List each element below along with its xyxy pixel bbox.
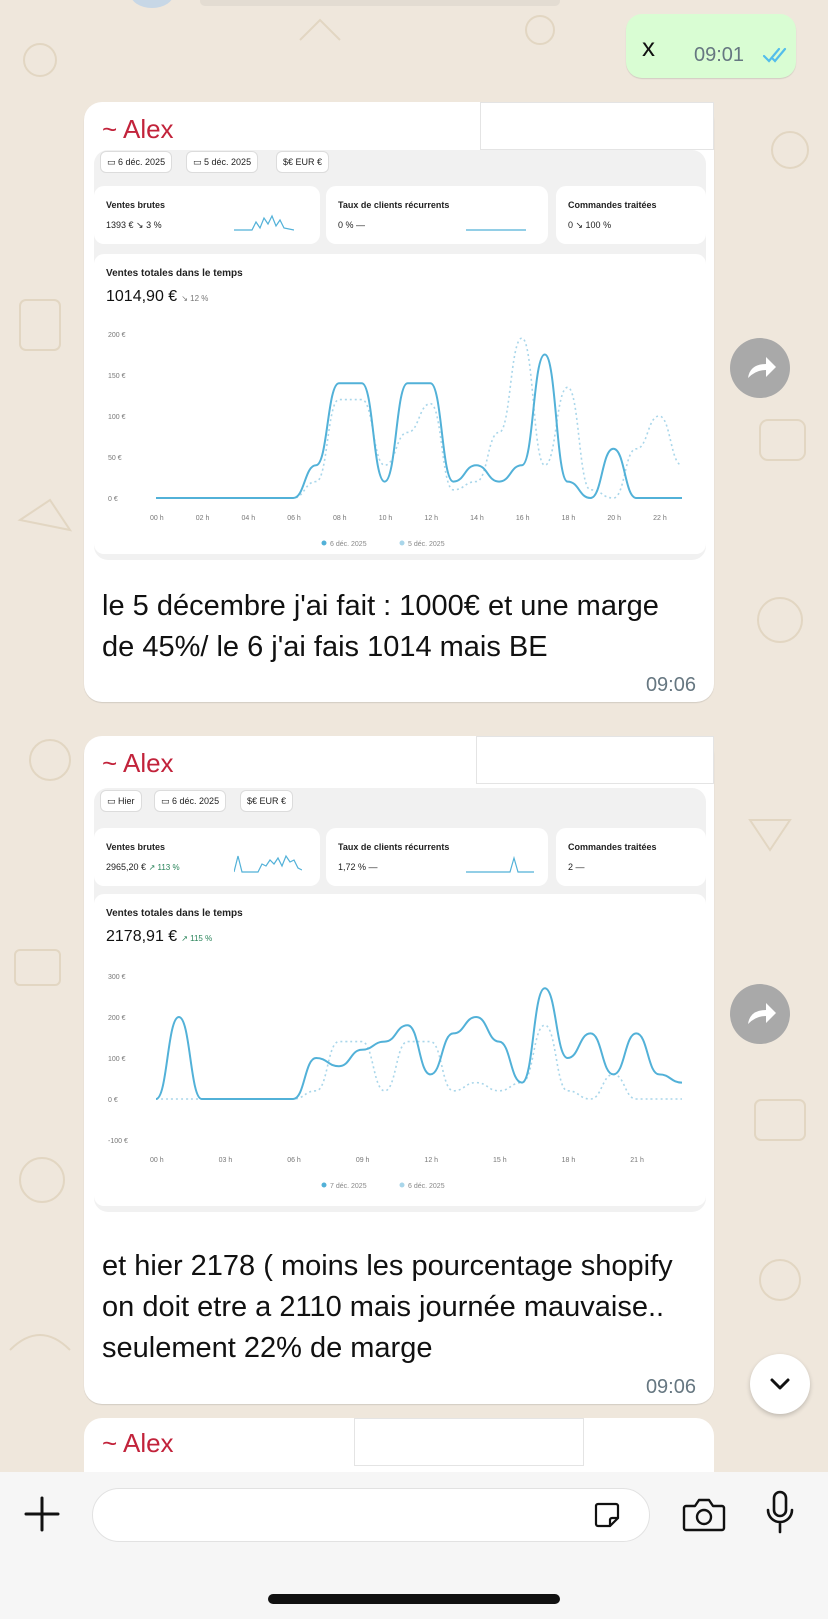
forward-icon [730,338,790,398]
scroll-to-bottom-button[interactable] [750,1354,810,1414]
chart-card [94,254,706,554]
chevron-down-icon [750,1354,810,1414]
x-tick-label: 18 h [561,1157,576,1164]
legend-marker [322,541,327,546]
compare-chip [186,151,258,173]
message-time: 09:01 [694,44,745,66]
series-line-compare [156,338,682,498]
metric-title: Taux de clients récurrents [338,200,450,210]
y-tick-label: 200 € [108,332,126,339]
x-tick-label: 14 h [470,515,484,522]
sparkline [466,210,526,234]
legend-label: 7 déc. 2025 [330,1183,367,1190]
series-line-primary [156,988,682,1099]
metric-title: Taux de clients récurrents [338,842,450,852]
metric-title: Commandes traitées [568,842,657,852]
plus-icon[interactable] [22,1494,62,1534]
double-check-icon [762,46,790,64]
x-tick-label: 15 h [493,1157,507,1164]
sender-name[interactable]: ~ Alex [102,748,174,778]
incoming-message[interactable] [84,736,714,1404]
metric-title: Ventes brutes [106,842,166,852]
x-tick-label: 04 h [241,515,256,522]
chart-total-value: 1014,90 € [106,288,178,305]
calendar-icon: ▭ [107,157,116,167]
calendar-icon: ▭ [107,796,116,806]
legend-label: 5 déc. 2025 [408,541,445,548]
chip-label: 5 déc. 2025 [204,157,252,167]
metric-value: 1,72 % — [338,862,378,872]
chip-label: 6 déc. 2025 [172,796,220,806]
metric-value: 0 % — [338,220,366,230]
metric-card [326,186,548,244]
x-tick-label: 00 h [150,1157,164,1164]
sender-name[interactable]: ~ Alex [102,114,174,144]
message-text: et hier 2178 ( moins les pourcentage shopify on doit etre a 2110 mais journée mauvaise.. seulement 22% de marge [102,1250,673,1364]
x-tick-label: 21 h [630,1157,644,1164]
y-tick-label: 300 € [108,974,126,981]
metric-value-text: 2965,20 € [106,862,147,872]
sparkline [234,850,302,876]
camera-icon[interactable] [682,1496,726,1534]
metric-card [94,186,320,244]
x-tick-label: 02 h [195,515,210,522]
series-line-primary [156,355,682,499]
x-tick-label: 00 h [150,515,164,522]
metric-value: 2 — [568,862,585,872]
chart-change: ↗ 115 % [181,934,213,943]
microphone-icon[interactable] [764,1490,796,1536]
message-input[interactable] [113,1499,593,1533]
sparkline [234,210,294,234]
x-tick-label: 22 h [653,515,667,522]
metric-card [326,828,548,886]
legend-label: 6 déc. 2025 [408,1183,445,1190]
x-tick-label: 20 h [607,515,622,522]
currency-chip [276,151,329,173]
chart-title: Ventes totales dans le temps [106,268,243,279]
x-tick-label: 06 h [287,515,301,522]
metric-title: Ventes brutes [106,200,166,210]
x-tick-label: 09 h [355,1157,370,1164]
chip-label: $€ EUR € [247,796,287,806]
legend-label: 6 déc. 2025 [330,541,367,548]
y-tick-label: 100 € [108,1056,126,1063]
y-tick-label: 0 € [108,496,118,503]
x-tick-label: 18 h [561,515,576,522]
outgoing-message[interactable] [626,14,796,78]
calendar-icon: ▭ [161,796,170,806]
incoming-message[interactable] [84,102,714,702]
metric-card [94,828,320,886]
chip-label: 6 déc. 2025 [118,157,166,167]
line-chart [94,894,706,1206]
metric-value: 0 ↘ 100 % [568,220,612,230]
line-chart [94,254,706,554]
message-time: 09:06 [645,1376,696,1398]
redacted-area [480,102,714,150]
redacted-area [476,736,714,784]
sender-name[interactable]: ~ Alex [102,1428,174,1458]
composer-bar [0,1472,828,1619]
incoming-message[interactable] [84,1418,714,1478]
y-tick-label: 150 € [108,373,126,380]
dashboard-screenshot[interactable] [94,788,706,1212]
y-tick-label: 0 € [108,1097,118,1104]
chart-card [94,894,706,1206]
dashboard-screenshot[interactable] [94,150,706,560]
x-tick-label: 12 h [424,515,439,522]
metric-title: Commandes traitées [568,200,657,210]
chart-change: ↘ 12 % [181,294,209,303]
y-tick-label: -100 € [108,1138,128,1145]
forward-button[interactable] [730,984,790,1044]
legend-marker [400,1183,405,1188]
y-tick-label: 200 € [108,1015,126,1022]
x-tick-label: 12 h [424,1157,439,1164]
compare-chip [154,790,226,812]
forward-icon [730,984,790,1044]
chart-title: Ventes totales dans le temps [106,908,243,919]
y-tick-label: 50 € [108,455,122,462]
message-input-pill[interactable] [92,1488,650,1542]
x-tick-label: 08 h [332,515,347,522]
y-tick-label: 100 € [108,414,126,421]
message-fragment [200,0,560,6]
x-tick-label: 06 h [287,1157,301,1164]
x-tick-label: 03 h [218,1157,233,1164]
date-chip [100,790,142,812]
date-chip [100,151,172,173]
x-tick-label: 10 h [378,515,393,522]
home-indicator [268,1594,560,1604]
message-text: le 5 décembre j'ai fait : 1000€ et une marge de 45%/ le 6 j'ai fais 1014 mais BE [102,590,659,663]
legend-marker [322,1183,327,1188]
x-tick-label: 16 h [515,515,530,522]
chart-total-value: 2178,91 € [106,928,178,945]
metric-card [556,186,706,244]
sticker-icon[interactable] [592,1500,622,1530]
metric-change: ↗ 113 % [148,863,180,872]
message-text: x [642,32,655,62]
currency-chip [240,790,293,812]
metric-card [556,828,706,886]
metric-value: 1393 € ↘ 3 % [106,220,162,230]
sparkline [466,850,534,876]
chip-label: Hier [118,796,135,806]
series-line-compare [156,1025,682,1099]
message-time: 09:06 [645,674,696,696]
forward-button[interactable] [730,338,790,398]
legend-marker [400,541,405,546]
redacted-area [354,1418,584,1466]
calendar-icon: ▭ [193,157,202,167]
metric-value [106,862,180,872]
chip-label: $€ EUR € [283,157,323,167]
